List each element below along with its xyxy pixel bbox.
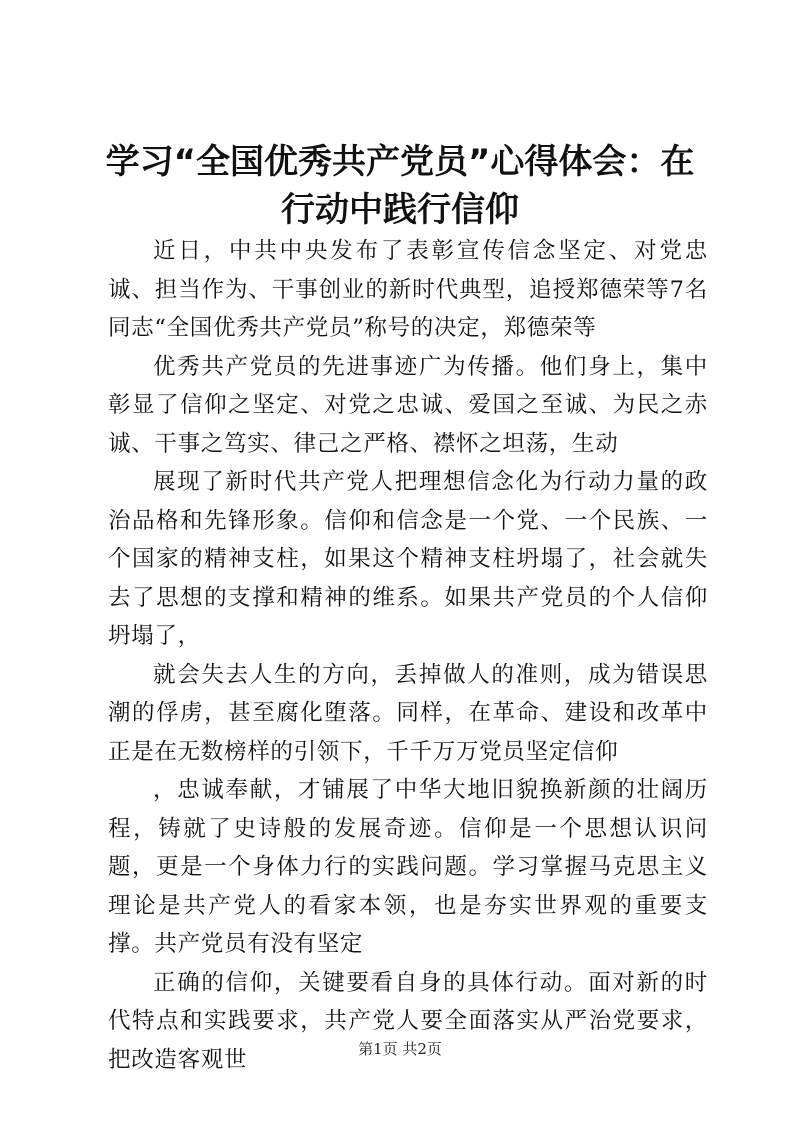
page-number-footer: 第1页 共2页: [358, 1040, 442, 1058]
paragraph-1: 近日，中共中央发布了表彰宣传信念坚定、对党忠诚、担当作为、干事创业的新时代典型，追授郑德荣等7名同志“全国优秀共产党员”称号的决定，郑德荣等: [108, 238, 708, 341]
document-body: [108, 232, 708, 1079]
paragraph-5: ，忠诚奉献，才铺展了中华大地旧貌换新颜的壮阔历程，铸就了史诗般的发展奇迹。信仰是一个思想认识问题，更是一个身体力行的实践问题。学习掌握马克思主义理论是共产党人的看家本领，也是夯实世界观的重要支撑。共产党员有没有坚定: [108, 777, 708, 957]
paragraph-6: 正确的信仰，关键要看自身的具体行动。面对新的时代特点和实践要求，共产党人要全面落实从严治党要求，把改造客观世: [108, 969, 708, 1073]
document-title: 学习“全国优秀共产党员”心得体会：在行动中践行信仰: [105, 142, 695, 230]
paragraph-4: 就会失去人生的方向，丢掉做人的准则，成为错误思潮的俘虏，甚至腐化堕落。同样，在革命、建设和改革中正是在无数榜样的引领下，千千万万党员坚定信仰: [108, 661, 708, 765]
paragraph-3: 展现了新时代共产党人把理想信念化为行动力量的政治品格和先锋形象。信仰和信念是一个党、一个民族、一个国家的精神支柱，如果这个精神支柱坍塌了，社会就失去了思想的支撑和精神的维系。如果共产党员的个人信仰坍塌了，: [108, 469, 708, 649]
paragraph-2: 优秀共产党员的先进事迹广为传播。他们身上，集中彰显了信仰之坚定、对党之忠诚、爱国之至诚、为民之赤诚、干事之笃实、律己之严格、襟怀之坦荡，生动: [108, 353, 708, 457]
